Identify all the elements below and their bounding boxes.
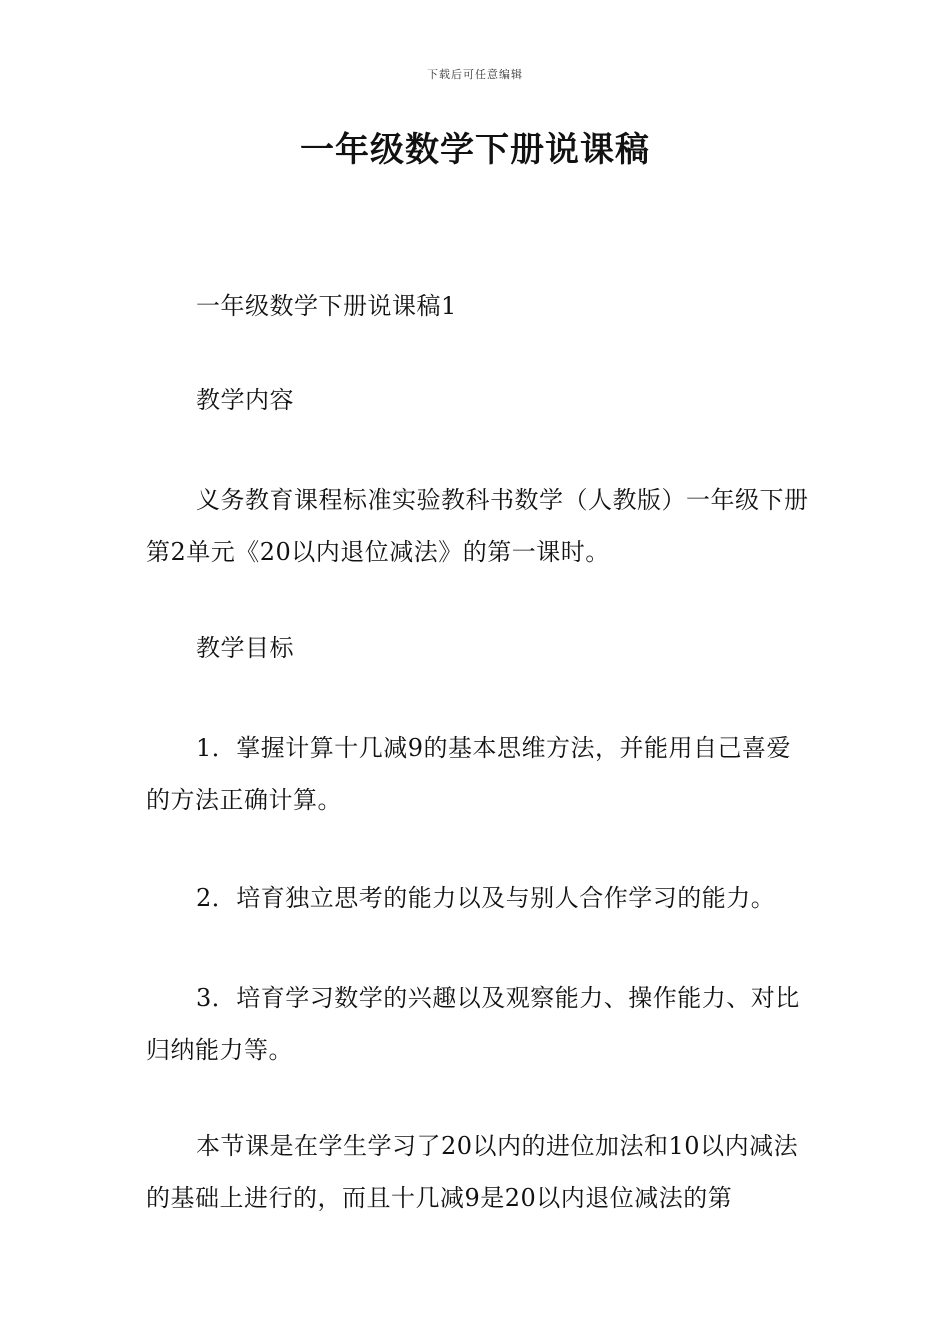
goal-item-2: 2．培育独立思考的能力以及与别人合作学习的能力。	[196, 884, 776, 912]
paragraph-content: 义务教育课程标准实验教科书数学（人教版）一年级下册第2单元《20以内退位减法》的第一课时。	[146, 486, 809, 566]
goal-item-1: 1．掌握计算十几减9的基本思维方法，并能用自己喜爱的方法正确计算。	[146, 734, 792, 814]
header-note: 下载后可任意编辑	[427, 68, 523, 81]
section-heading: 一年级数学下册说课稿1	[196, 292, 457, 320]
goal-item-3: 3．培育学习数学的兴趣以及观察能力、操作能力、对比归纳能力等。	[146, 984, 800, 1064]
subheading-content: 教学内容	[196, 386, 294, 414]
subheading-goals: 教学目标	[196, 634, 294, 662]
document-title: 一年级数学下册说课稿	[300, 130, 650, 170]
paragraph-analysis: 本节课是在学生学习了20以内的进位加法和10以内减法的基础上进行的，而且十几减9是20以内退位减法的第	[146, 1132, 799, 1212]
